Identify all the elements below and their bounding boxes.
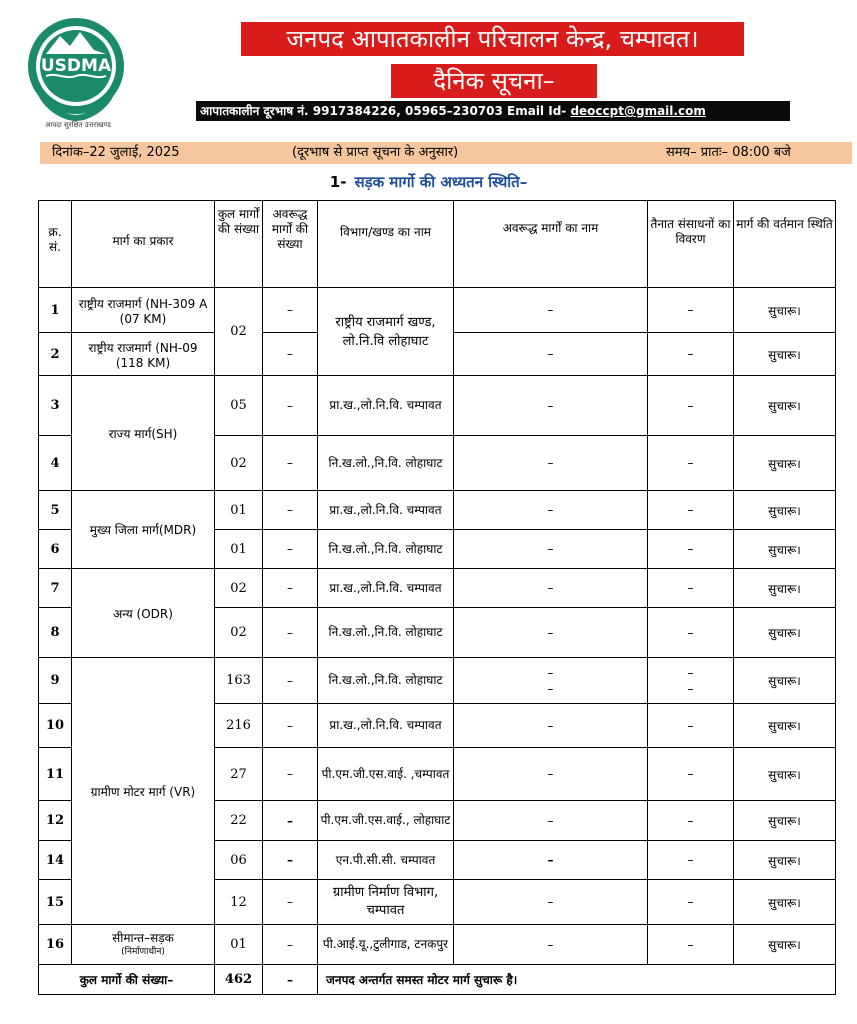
total-label: कुल मार्गो की संख्या–: [39, 965, 215, 995]
header-total: कुल मार्गों की संख्या: [215, 201, 263, 288]
table-row: 14 06 – एन.पी.सी.सी. चम्पावत – – सुचारू।: [39, 841, 836, 880]
contact-label: आपातकालीन दूरभाष नं. 9917384226, 05965–230703 Email Id-: [200, 104, 567, 118]
table-row: 6 01 – नि.ख.लो.,नि.वि. लोहाघाट – – सुचारू।: [39, 530, 836, 569]
section-heading: सड़क मार्गो की अध्यतन स्थिति–: [354, 173, 528, 191]
report-date: दिनांक–22 जुलाई, 2025: [52, 145, 180, 160]
table-row: 12 22 – पी.एम.जी.एस.वाई., लोहाघाट – – सुचारू।: [39, 801, 836, 841]
table-row: 4 02 – नि.ख.लो.,नि.वि. लोहाघाट – – सुचारू।: [39, 436, 836, 491]
header-resources: तैनात संसाधनों का विवरण: [648, 201, 734, 288]
usdma-logo: [22, 14, 130, 132]
info-source: (दूरभाष से प्राप्त सूचना के अनुसार): [292, 145, 459, 160]
table-row: 2 राष्ट्रीय राजमार्ग (NH-09 (118 KM) – – – सुचारू।: [39, 333, 836, 376]
contact-email-link[interactable]: deoccpt@gmail.com: [570, 104, 706, 118]
table-row: 9 ग्रामीण मोटर मार्ग (VR) 163 – नि.ख.लो.,नि.वि. लोहाघाट – – – – सुचारू।: [39, 658, 836, 704]
total-row: [39, 965, 836, 995]
report-time: समय– प्रातः– 08:00 बजे: [666, 145, 791, 160]
section-number: 1-: [329, 173, 347, 191]
total-note: जनपद अन्तर्गत समस्त मोटर मार्ग सुचारू है।: [318, 965, 836, 995]
emergency-contact-bar: [196, 101, 790, 121]
table-row: 3 राज्य मार्ग(SH) 05 – प्रा.ख.,लो.नि.वि. चम्पावत – – सुचारू।: [39, 376, 836, 436]
table-row: 11 27 – पी.एम.जी.एस.वाई. ,चम्पावत – – सुचारू।: [39, 748, 836, 801]
logo-text: USDMA: [40, 56, 112, 76]
table-row: 15 12 – ग्रामीण निर्माण विभाग, चम्पावत – – सुचारू।: [39, 880, 836, 925]
table-row: 16 सीमान्त–सड़क (निर्माणाधीन) 01 – पी.आई.यू.,टुलीगाड, टनकपुर – – सुचारू।: [39, 925, 836, 965]
total-blocked: –: [263, 965, 318, 995]
table-header-row: [39, 201, 836, 288]
table-row: 10 216 – प्रा.ख.,लो.नि.वि. चम्पावत – – सुचारू।: [39, 704, 836, 748]
header-blocked-names: अवरूद्ध मार्गों का नाम: [454, 201, 648, 288]
header-status: मार्ग की वर्तमान स्थिति: [734, 201, 836, 288]
table-row: 1 राष्ट्रीय राजमार्ग (NH-309 A (07 KM) 02 – राष्ट्रीय राजमार्ग खण्ड, लो.नि.वि लोहाघाट – – सुचारू।: [39, 288, 836, 333]
org-title: जनपद आपातकालीन परिचालन केन्द्र, चम्पावत।: [241, 22, 744, 56]
daily-report-title: दैनिक सूचना–: [391, 64, 597, 98]
section-title: [0, 172, 857, 192]
logo-tagline: आपदा सुरक्षित उत्तराखण्ड: [45, 121, 111, 129]
info-bar: [40, 142, 852, 164]
table-row: 5 मुख्य जिला मार्ग(MDR) 01 – प्रा.ख.,लो.नि.वि. चम्पावत – – सुचारू।: [39, 491, 836, 530]
table-row: 7 अन्य (ODR) 02 – प्रा.ख.,लो.नि.वि. चम्पावत – – सुचारू।: [39, 569, 836, 608]
header-department: विभाग/खण्ड का नाम: [318, 201, 454, 288]
total-count: 462: [215, 965, 263, 995]
header-road-type: मार्ग का प्रकार: [72, 201, 215, 288]
header-sn: क्र. सं.: [39, 201, 72, 288]
road-status-table: [38, 200, 836, 995]
table-row: 8 02 – नि.ख.लो.,नि.वि. लोहाघाट – – सुचारू।: [39, 608, 836, 658]
header-blocked-count: अवरूद्ध मार्गों की संख्या: [263, 201, 318, 288]
